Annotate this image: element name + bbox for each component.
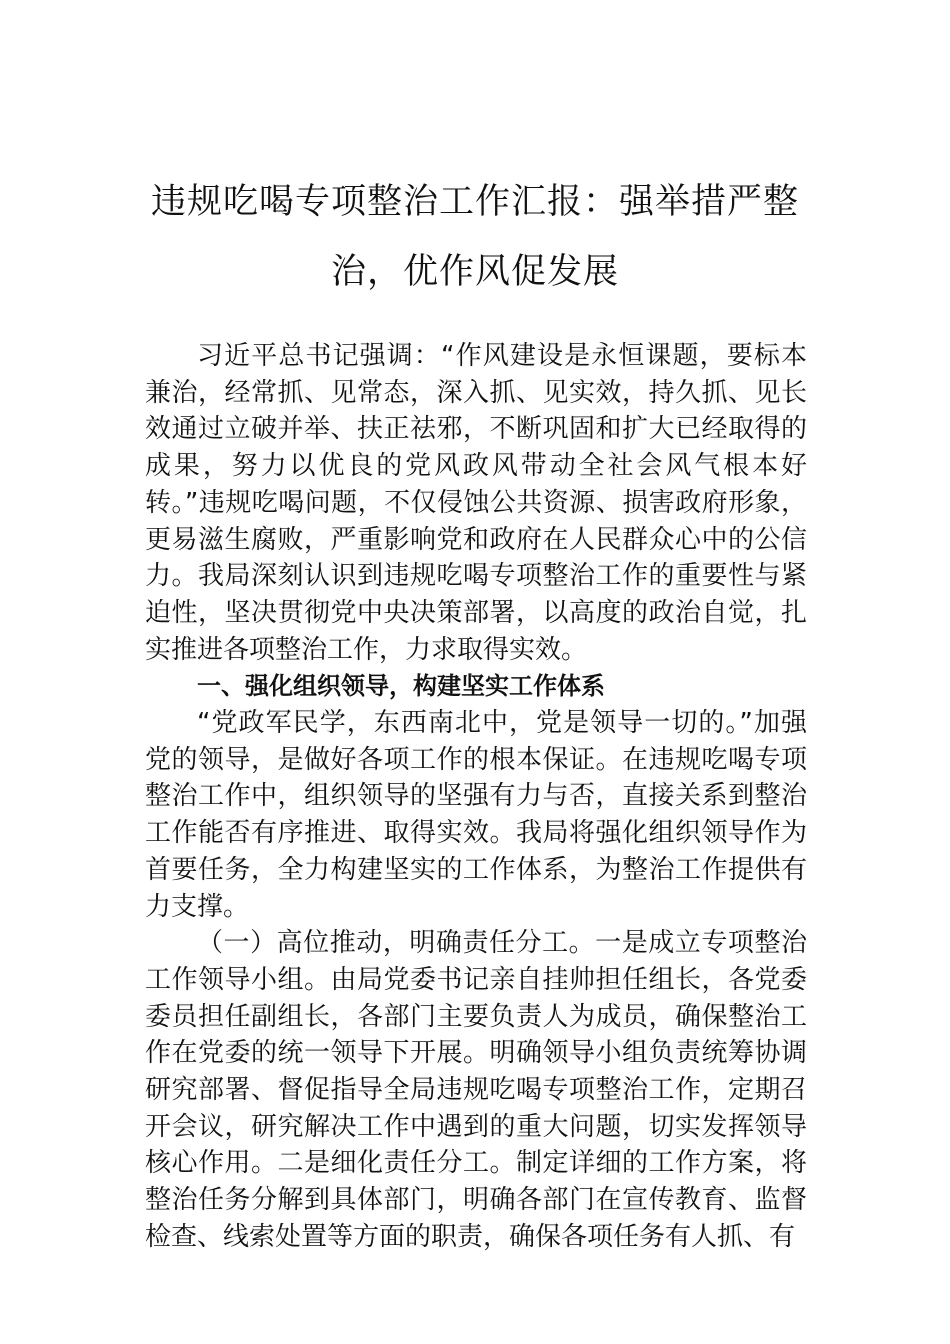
document-title-line-1: 违规吃喝专项整治工作汇报：强举措严整 — [150, 182, 799, 222]
intro-paragraph: 习近平总书记强调：“作风建设是永恒课题，要标本兼治，经常抓、见常态，深入抓、见实效，持久抓、见长效通过立破并举、扶正祛邪，不断巩固和扩大已经取得的成果，努力以优良的党风政风带动全社会风气根本好转。”违规吃喝问题，不仅侵蚀公共资源、损害政府形象，更易滋生腐败，严重影响党和政府在人民群众心中的公信力。我局深刻认识到违规吃喝专项整治工作的重要性与紧迫性，坚决贯彻党中央决策部署，以高度的政治自觉，扎实推进各项整治工作，力求取得实效。 — [145, 341, 807, 665]
document-body — [145, 338, 807, 1256]
section-1-heading: 一、强化组织领导，构建坚实工作体系 — [197, 672, 605, 701]
document-title-line-2: 治，优作风促发展 — [330, 252, 619, 292]
section-1-paragraph: “党政军民学，东西南北中，党是领导一切的。”加强党的领导，是做好各项工作的根本保证。在违规吃喝专项整治工作中，组织领导的坚强有力与否，直接关系到整治工作能否有序推进、取得实效。我局将强化组织领导作为首要任务，全力构建坚实的工作体系，为整治工作提供有力支撑。 — [145, 708, 807, 922]
subsection-1-paragraph: （一）高位推动，明确责任分工。一是成立专项整治工作领导小组。由局党委书记亲自挂帅担任组长，各党委委员担任副组长，各部门主要负责人为成员，确保整治工作在党委的统一领导下开展。明确领导小组负责统筹协调研究部署、督促指导全局违规吃喝专项整治工作，定期召开会议，研究解决工作中遇到的重大问题，切实发挥领导核心作用。二是细化责任分工。制定详细的工作方案，将整治任务分解到具体部门，明确各部门在宣传教育、监督检查、线索处置等方面的职责，确保各项任务有人抓、有 — [145, 928, 807, 1252]
